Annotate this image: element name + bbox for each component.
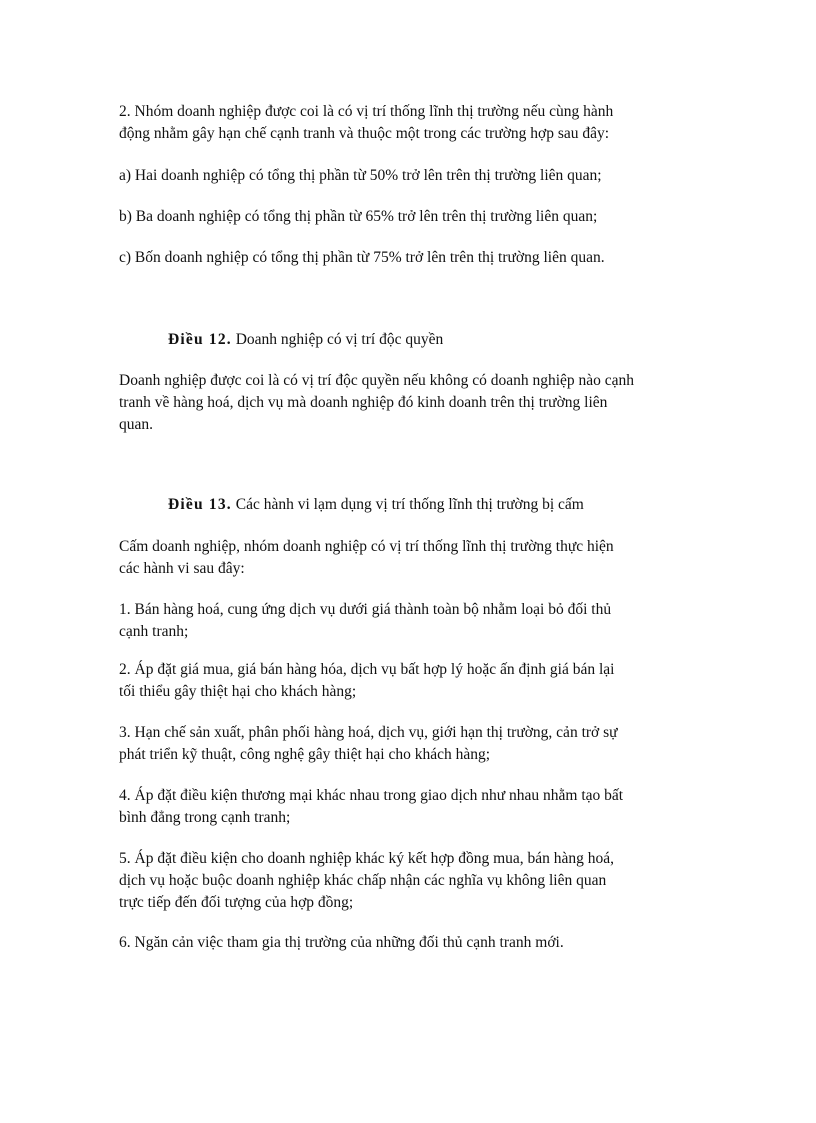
article-13-item-4: 4. Áp đặt điều kiện thương mại khác nhau trong giao dịch như nhau nhằm tạo bất bình đẳng trong cạnh tranh;	[119, 787, 624, 826]
article-13-title: Các hành vi lạm dụng vị trí thống lĩnh thị trường bị cấm	[235, 496, 584, 513]
article-12-number: Điều 12.	[168, 331, 232, 348]
article-13-item-5: 5. Áp đặt điều kiện cho doanh nghiệp khác ký kết hợp đồng mua, bán hàng hoá, dịch vụ hoặc buộc doanh nghiệp khác chấp nhận các nghĩa vụ không liên quan trực tiếp đến đối tượng của hợp đồng;	[119, 850, 615, 911]
article-13-item-3: 3. Hạn chế sản xuất, phân phối hàng hoá, dịch vụ, giới hạn thị trường, cản trở sự phát triển kỹ thuật, công nghệ gây thiệt hại cho khách hàng;	[119, 724, 618, 763]
article-13-item-1: 1. Bán hàng hoá, cung ứng dịch vụ dưới giá thành toàn bộ nhằm loại bỏ đối thủ cạnh tranh;	[119, 601, 612, 640]
paragraph-group-dominance: 2. Nhóm doanh nghiệp được coi là có vị trí thống lĩnh thị trường nếu cùng hành động nhằm gây hạn chế cạnh tranh và thuộc một trong các trường hợp sau đây:	[119, 103, 614, 142]
article-13-item-6: 6. Ngăn cản việc tham gia thị trường của những đối thủ cạnh tranh mới.	[119, 934, 564, 951]
paragraph-case-b: b) Ba doanh nghiệp có tổng thị phần từ 65% trở lên trên thị trường liên quan;	[119, 208, 598, 225]
article-12-body: Doanh nghiệp được coi là có vị trí độc quyền nếu không có doanh nghiệp nào cạnh tranh về hàng hoá, dịch vụ mà doanh nghiệp đó kinh doanh trên thị trường liên quan.	[119, 372, 635, 433]
article-12-title: Doanh nghiệp có vị trí độc quyền	[235, 331, 444, 348]
article-13-heading	[168, 494, 584, 516]
paragraph-case-c: c) Bốn doanh nghiệp có tổng thị phần từ 75% trở lên trên thị trường liên quan.	[119, 249, 605, 266]
article-13-intro: Cấm doanh nghiệp, nhóm doanh nghiệp có vị trí thống lĩnh thị trường thực hiện các hành vi sau đây:	[119, 538, 614, 577]
article-13-number: Điều 13.	[168, 496, 232, 513]
article-12-heading	[168, 329, 443, 351]
paragraph-case-a: a) Hai doanh nghiệp có tổng thị phần từ 50% trở lên trên thị trường liên quan;	[119, 167, 602, 184]
article-13-item-2: 2. Áp đặt giá mua, giá bán hàng hóa, dịch vụ bất hợp lý hoặc ấn định giá bán lại tối thiểu gây thiệt hại cho khách hàng;	[119, 661, 615, 700]
